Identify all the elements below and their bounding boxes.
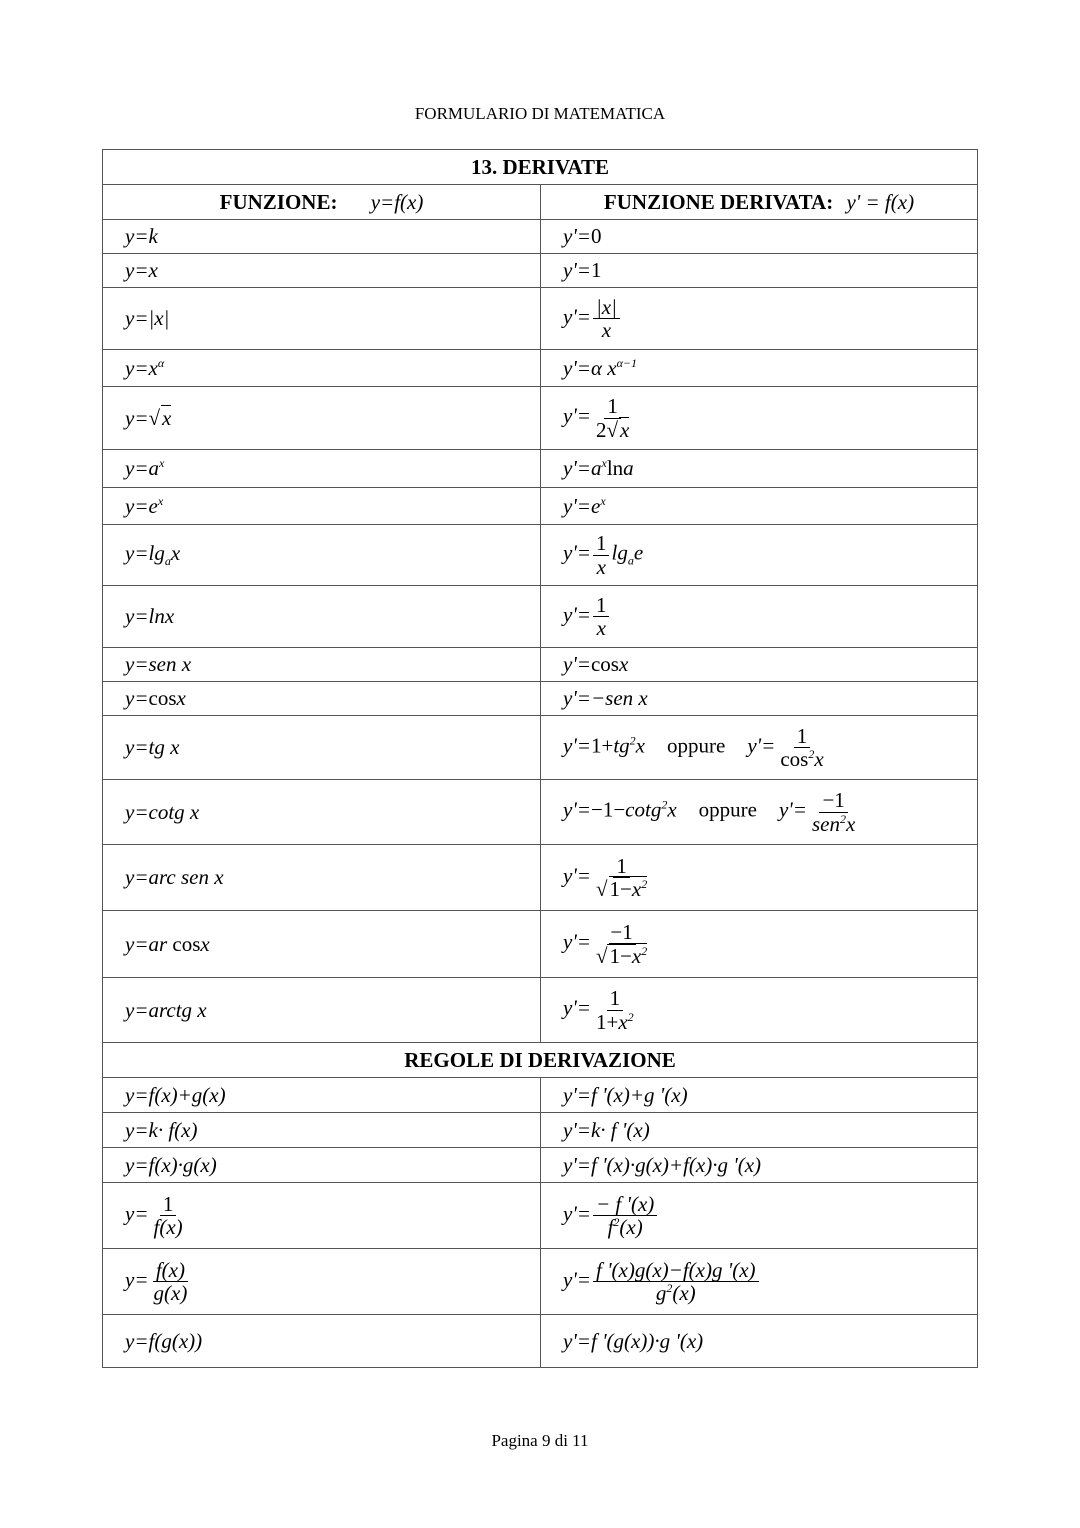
denominator <box>594 556 609 578</box>
function-cell <box>103 682 541 716</box>
function-cell <box>103 1183 541 1249</box>
formula-text: y'= <box>563 403 591 428</box>
function-cell <box>103 1249 541 1315</box>
table-title-row <box>103 150 978 185</box>
col1-formula: y=f(x) <box>370 189 424 214</box>
numerator <box>160 1193 177 1216</box>
denominator <box>605 1216 646 1238</box>
derivative-cell <box>541 911 978 978</box>
superscript: x <box>159 456 165 470</box>
function-cell <box>103 978 541 1043</box>
formula-text: y'= <box>563 995 591 1020</box>
formula-text: y'= <box>563 1267 591 1292</box>
rule-row <box>103 1315 978 1368</box>
formula-text: 1 <box>162 1191 174 1216</box>
numerator <box>607 987 624 1010</box>
formula-text: 1+ <box>590 733 614 758</box>
derivative-row <box>103 350 978 387</box>
rule-row <box>103 1183 978 1249</box>
formula-text: y'=f '(x)·g(x)+f(x)·g '(x) <box>563 1152 762 1177</box>
derivative-row <box>103 978 978 1043</box>
formula-text: y'=a <box>563 456 602 480</box>
derivative-row <box>103 586 978 648</box>
column-header-function <box>103 185 541 220</box>
formula-text: y'= <box>563 863 591 888</box>
formula-text: y'=f '(g(x))·g '(x) <box>563 1328 704 1353</box>
derivative-cell <box>541 350 978 387</box>
formula-text: y=tg x <box>125 735 180 759</box>
table-header-row <box>103 185 978 220</box>
fraction <box>151 1259 191 1304</box>
derivative-cell <box>541 1249 978 1315</box>
formula-text: a <box>623 456 634 480</box>
rules-title-row <box>103 1043 978 1078</box>
derivative-cell <box>541 254 978 288</box>
formula-text: f(x) <box>155 1257 185 1282</box>
formula-text: y=f(x)+g(x) <box>125 1082 226 1107</box>
formula-text: y=f(x)·g(x) <box>125 1152 217 1177</box>
derivative-row <box>103 387 978 450</box>
formula-text: y'= <box>747 733 776 758</box>
derivative-row <box>103 450 978 488</box>
column-header-derivative <box>541 185 978 220</box>
formula-text: 1 <box>595 531 607 556</box>
formula-text: 1+ <box>595 1009 619 1034</box>
fraction <box>809 789 858 834</box>
formula-text: y=e <box>125 493 158 518</box>
derivative-row <box>103 780 978 845</box>
fraction <box>777 725 826 770</box>
function-cell <box>103 586 541 648</box>
superscript: 2 <box>613 1215 620 1229</box>
superscript: x <box>600 493 606 508</box>
formula-text: x <box>601 318 612 342</box>
formula-text: y=x <box>125 258 158 282</box>
formula-text: cotg <box>625 797 662 822</box>
formula-text: y'= <box>563 1201 591 1226</box>
formula-text: y'=f '(x)+g '(x) <box>563 1082 688 1107</box>
formula-text: x <box>631 943 642 968</box>
formula-text: y'= <box>563 258 591 282</box>
formula-text: y'= <box>563 797 591 822</box>
formula-text: −1 <box>610 920 633 945</box>
formula-text: y'= <box>563 652 591 676</box>
derivative-row <box>103 220 978 254</box>
derivative-cell <box>541 1183 978 1249</box>
denominator <box>593 878 650 900</box>
formula-text: y=arctg x <box>125 997 207 1022</box>
formula-text: (x) <box>619 1215 643 1239</box>
table-title: 13. DERIVATE <box>103 150 978 185</box>
subscript: a <box>164 554 171 569</box>
denominator <box>151 1216 186 1238</box>
derivative-row <box>103 288 978 350</box>
formula-text: y=|x| <box>125 306 170 330</box>
fraction <box>593 855 650 900</box>
formula-text: x <box>596 616 606 640</box>
function-cell <box>103 845 541 911</box>
derivative-row <box>103 845 978 911</box>
sqrt-radicand <box>609 943 648 968</box>
formula-text: lg <box>611 540 628 565</box>
formula-text: y'= <box>563 602 591 627</box>
superscript: x <box>601 456 607 470</box>
superscript: 2 <box>661 797 668 812</box>
numerator <box>819 789 847 812</box>
formula-text: x <box>596 554 606 579</box>
formula-text: 1 <box>607 394 618 419</box>
formula-text: x <box>200 931 210 956</box>
function-cell <box>103 780 541 845</box>
formula-text: |x| <box>595 294 617 319</box>
numerator <box>593 1259 759 1282</box>
formula-text: y'= <box>563 540 591 565</box>
function-cell <box>103 1315 541 1368</box>
function-cell <box>103 1148 541 1183</box>
formula-text: oppure <box>698 797 757 822</box>
fraction <box>593 921 650 966</box>
formula-text: y=arc sen x <box>125 865 224 889</box>
formula-text: y'= <box>563 304 591 329</box>
formula-text: f(x) <box>153 1215 183 1239</box>
function-cell <box>103 220 541 254</box>
derivative-cell <box>541 978 978 1043</box>
superscript: 2 <box>839 811 846 826</box>
rules-title: REGOLE DI DERIVAZIONE <box>103 1043 978 1078</box>
formula-text: cos <box>780 747 809 771</box>
derivative-row <box>103 682 978 716</box>
function-cell <box>103 288 541 350</box>
formula-text: x <box>635 733 645 758</box>
numerator <box>607 921 635 944</box>
formula-text: g(x) <box>153 1281 188 1305</box>
derivative-cell <box>541 1113 978 1148</box>
function-cell <box>103 911 541 978</box>
formula-text: 1 <box>590 258 602 282</box>
sqrt-radicand <box>161 405 171 430</box>
function-cell <box>103 450 541 488</box>
formula-text: y= <box>125 1201 149 1226</box>
sqrt-radicand <box>609 876 648 901</box>
formula-text: y'=e <box>563 493 601 518</box>
formula-text: x <box>162 405 172 430</box>
formula-text: y= <box>125 1267 149 1292</box>
col2-label: FUNZIONE DERIVATA: <box>603 189 834 214</box>
sqrt-symbol: √ <box>595 877 608 901</box>
sqrt-radicand <box>619 417 629 442</box>
denominator <box>777 748 826 770</box>
sqrt-symbol: √ <box>148 405 161 430</box>
formula-text: y=lg <box>125 540 165 565</box>
derivative-row <box>103 648 978 682</box>
derivative-cell <box>541 288 978 350</box>
derivative-cell <box>541 586 978 648</box>
formula-text: ln <box>606 456 624 480</box>
formula-text: x <box>631 877 642 901</box>
formula-text: x <box>618 652 629 676</box>
formula-text: −1− <box>590 797 626 822</box>
formula-text: cos <box>590 652 619 676</box>
derivative-cell <box>541 780 978 845</box>
rule-row <box>103 1148 978 1183</box>
numerator <box>794 725 811 748</box>
formula-text: 1 <box>609 986 621 1011</box>
formula-text: 1 <box>616 853 627 878</box>
formula-text: f '(x)g(x)−f(x)g '(x) <box>595 1257 756 1282</box>
formula-text: x <box>845 811 856 836</box>
formula-text: 2 <box>595 417 607 442</box>
formula-text: (x) <box>672 1281 696 1305</box>
formula-text: −1 <box>822 788 845 813</box>
numerator <box>604 395 621 418</box>
superscript: 2 <box>666 1281 673 1295</box>
formula-text: oppure <box>667 733 726 758</box>
sqrt-symbol: √ <box>595 943 608 968</box>
derivative-cell <box>541 1148 978 1183</box>
formula-text: x <box>170 540 181 565</box>
function-cell <box>103 488 541 525</box>
derivative-cell <box>541 450 978 488</box>
superscript: 2 <box>641 943 648 958</box>
formula-text: x <box>667 797 677 822</box>
function-cell <box>103 1113 541 1148</box>
formula-text: g <box>655 1281 667 1305</box>
denominator <box>593 419 632 441</box>
rule-row <box>103 1113 978 1148</box>
formula-text: 1− <box>609 877 632 901</box>
numerator <box>153 1259 188 1282</box>
denominator <box>599 319 614 341</box>
denominator <box>594 617 609 639</box>
superscript: α <box>157 355 165 370</box>
function-cell <box>103 350 541 387</box>
sqrt-symbol: √ <box>606 417 619 442</box>
superscript: x <box>157 493 164 508</box>
formula-text: sen <box>811 811 840 836</box>
derivative-cell <box>541 716 978 780</box>
derivative-row <box>103 254 978 288</box>
superscript: α−1 <box>616 355 637 370</box>
derivative-cell <box>541 648 978 682</box>
subscript: a <box>627 554 634 568</box>
formula-text: y=a <box>125 456 159 480</box>
rule-row <box>103 1249 978 1315</box>
function-cell <box>103 648 541 682</box>
formula-text: y'=−sen x <box>563 686 648 710</box>
fraction <box>593 532 610 577</box>
derivative-row <box>103 525 978 586</box>
page-footer: Pagina 9 di 11 <box>491 1431 589 1450</box>
formula-text: y'= <box>778 797 807 822</box>
derivatives-table <box>102 149 978 1368</box>
formula-text: y'=α x <box>563 355 617 380</box>
formula-text: 0 <box>590 224 602 248</box>
fraction <box>593 296 620 341</box>
numerator <box>593 296 620 319</box>
formula-text: y=x <box>125 355 158 380</box>
formula-text: y=sen x <box>125 652 192 676</box>
derivative-cell <box>541 488 978 525</box>
superscript: 2 <box>627 1009 634 1024</box>
col1-label: FUNZIONE: <box>219 189 338 214</box>
fraction <box>593 1193 657 1238</box>
function-cell <box>103 254 541 288</box>
formula-text: tg <box>613 733 630 758</box>
formula-text: e <box>633 540 644 565</box>
superscript: 2 <box>808 747 815 761</box>
formula-text: y= <box>125 686 149 710</box>
denominator <box>151 1282 191 1304</box>
derivative-row <box>103 488 978 525</box>
col2-formula: y' = f(x) <box>846 189 915 214</box>
formula-text: y=k· f(x) <box>125 1117 198 1142</box>
denominator <box>593 945 650 967</box>
formula-text: 1 <box>595 592 607 617</box>
derivative-row <box>103 716 978 780</box>
denominator <box>809 813 858 835</box>
numerator <box>593 1193 657 1216</box>
page-header: FORMULARIO DI MATEMATICA <box>414 104 666 123</box>
numerator <box>593 594 610 617</box>
formula-text: y=f(g(x)) <box>125 1328 203 1353</box>
derivative-cell <box>541 1315 978 1368</box>
function-cell <box>103 716 541 780</box>
fraction <box>593 594 610 639</box>
derivative-cell <box>541 682 978 716</box>
formula-text: x <box>620 417 630 442</box>
rule-row <box>103 1078 978 1113</box>
formula-text: − f '(x) <box>595 1191 655 1216</box>
denominator <box>593 1011 637 1033</box>
derivative-cell <box>541 387 978 450</box>
derivative-cell <box>541 1078 978 1113</box>
formula-text: y= <box>125 405 149 430</box>
formula-text: y=cotg x <box>125 799 200 824</box>
superscript: 2 <box>641 877 648 891</box>
formula-text: y'= <box>563 733 591 758</box>
formula-text: f <box>607 1215 614 1239</box>
numerator <box>593 532 610 555</box>
formula-text: y=ar <box>125 931 173 956</box>
formula-text: y'= <box>563 224 591 248</box>
formula-text: x <box>618 1009 628 1034</box>
fraction <box>593 395 632 440</box>
formula-text: y=k <box>125 224 158 248</box>
fraction <box>593 987 637 1032</box>
function-cell <box>103 525 541 586</box>
formula-text: 1 <box>796 723 808 748</box>
derivative-cell <box>541 845 978 911</box>
formula-text: cos <box>148 686 177 710</box>
formula-text: x <box>814 747 824 771</box>
derivative-cell <box>541 220 978 254</box>
formula-text: x <box>176 686 186 710</box>
formula-text: 1− <box>609 943 632 968</box>
numerator <box>613 855 630 878</box>
formula-text: cos <box>172 931 201 956</box>
fraction <box>593 1259 759 1304</box>
denominator <box>653 1282 699 1304</box>
fraction <box>151 1193 186 1238</box>
formula-text: y'= <box>563 929 591 954</box>
derivative-row <box>103 911 978 978</box>
derivative-cell <box>541 525 978 586</box>
formula-text: y'=k· f '(x) <box>563 1117 650 1142</box>
formula-text: y=lnx <box>125 604 175 628</box>
function-cell <box>103 1078 541 1113</box>
function-cell <box>103 387 541 450</box>
superscript: 2 <box>629 733 636 748</box>
